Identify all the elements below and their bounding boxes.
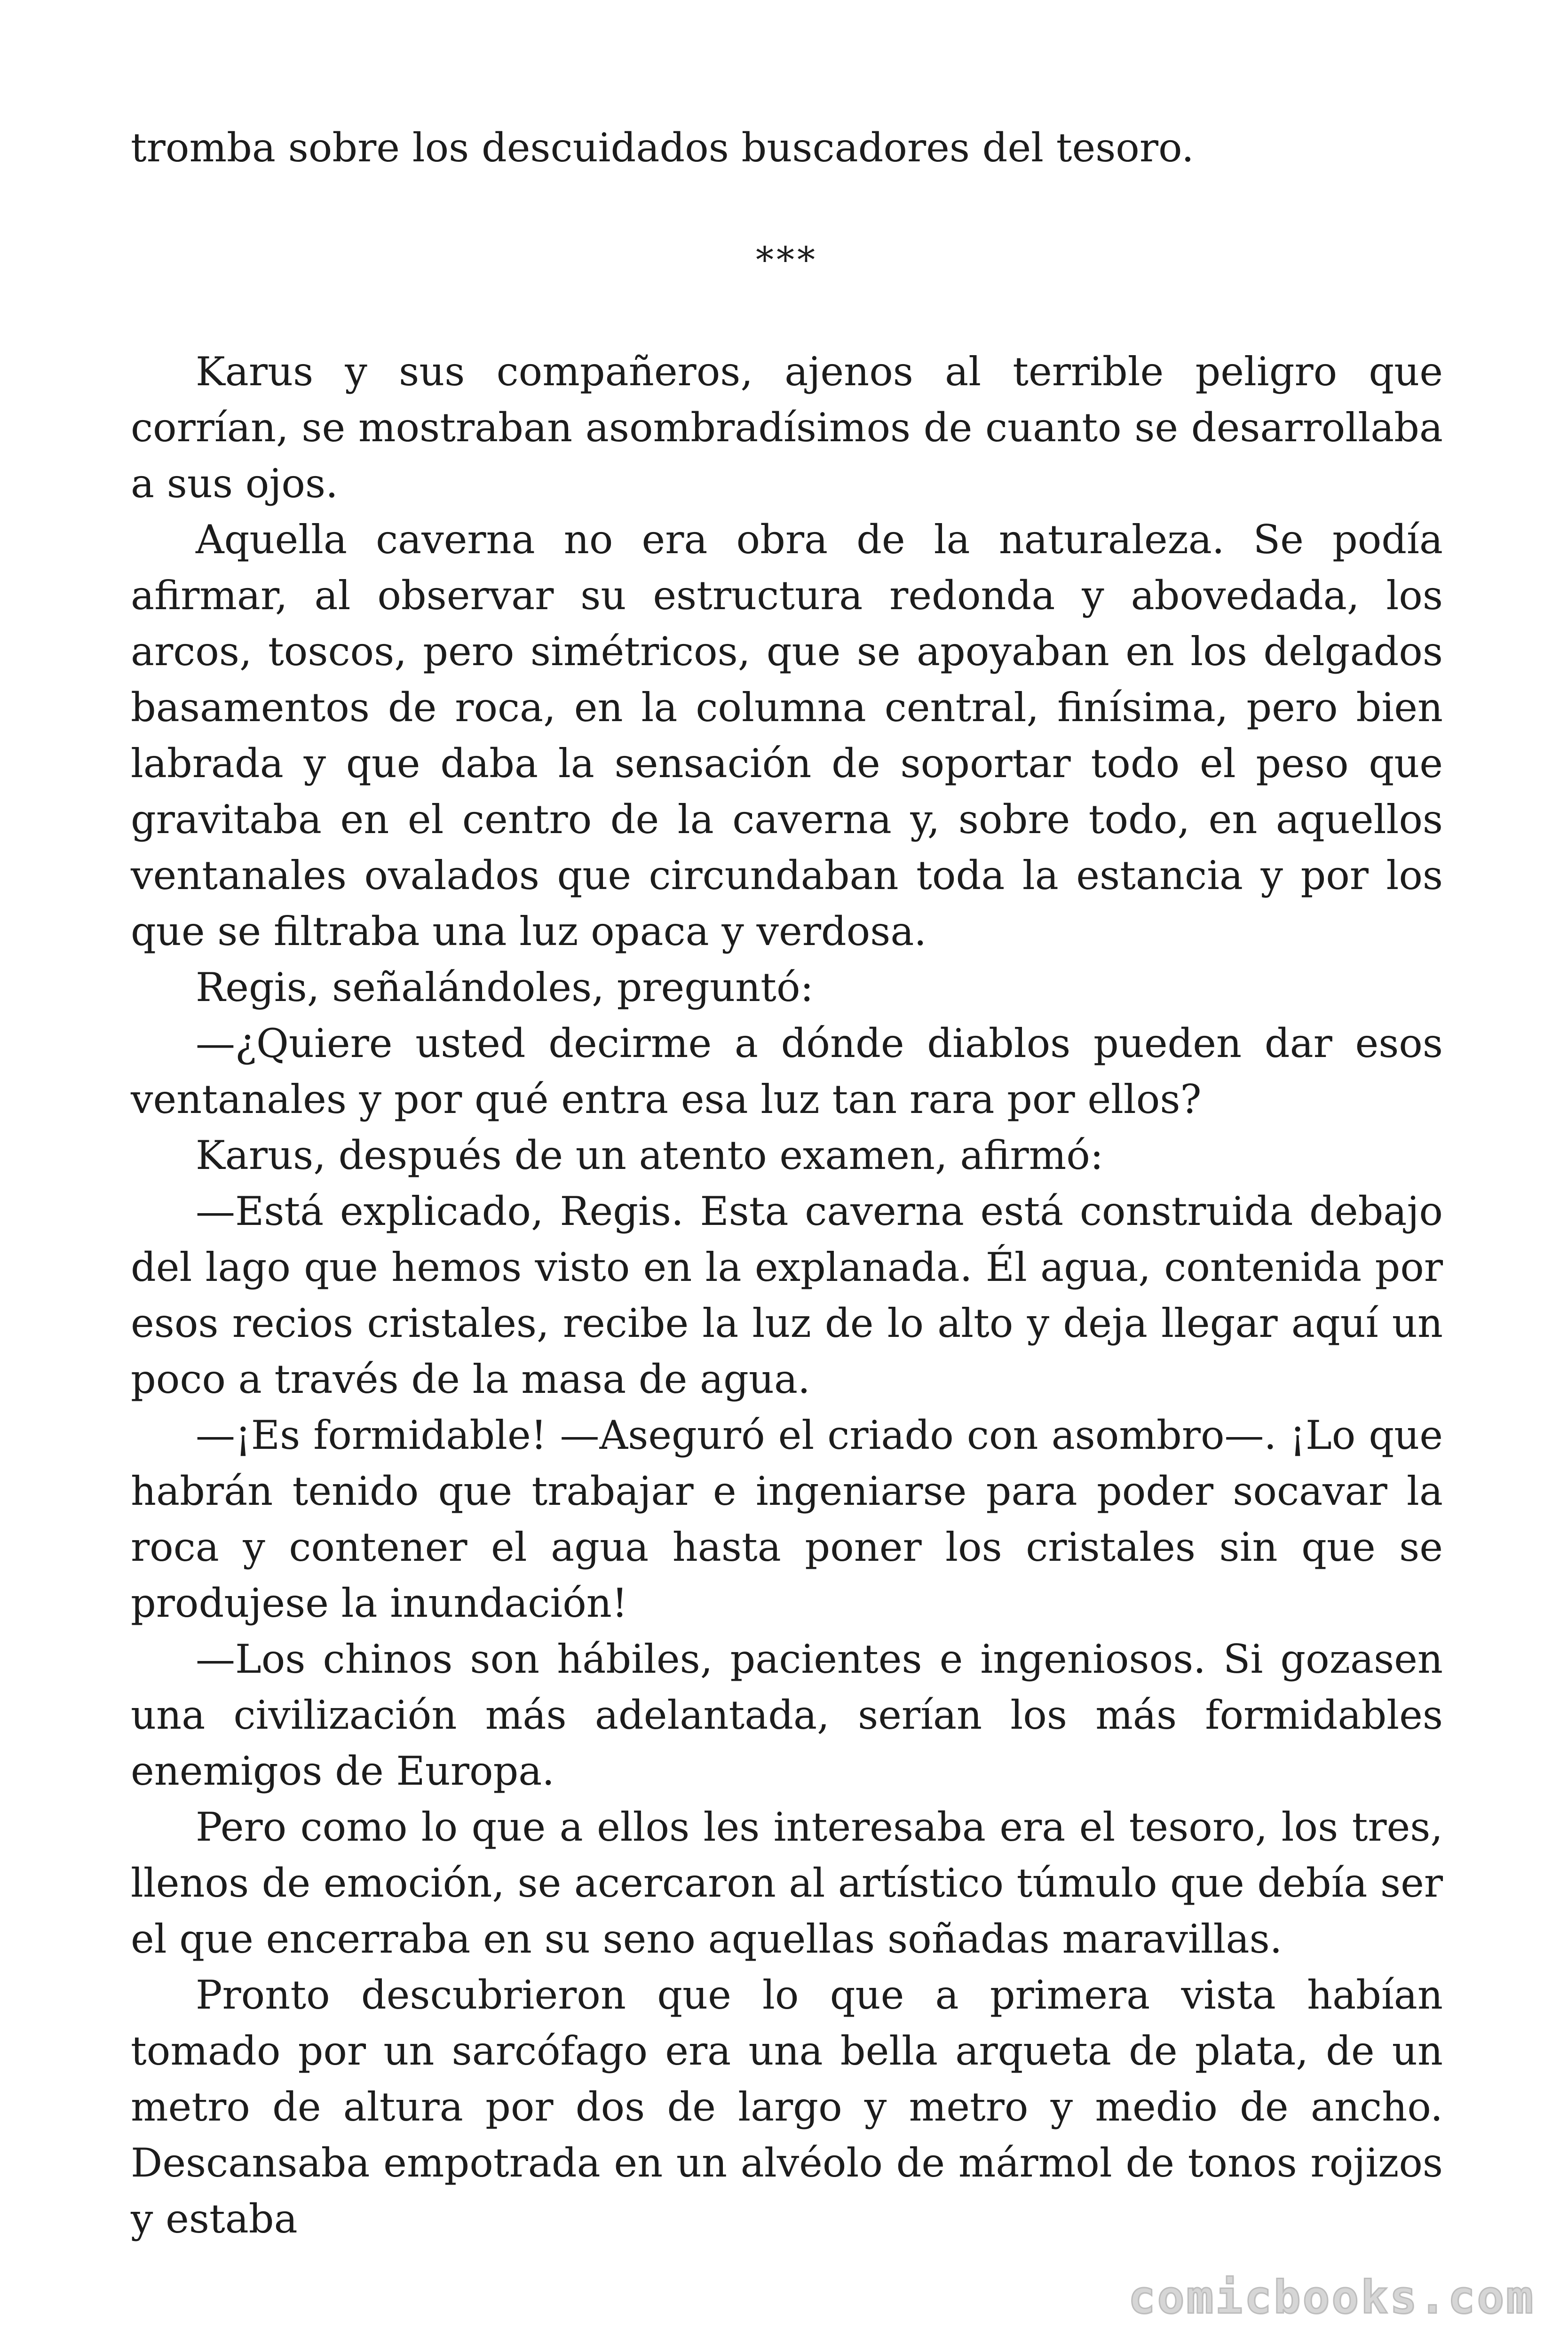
watermark-logo: comicbooks.com: [1128, 2271, 1535, 2324]
paragraph-continuation: tromba sobre los descuidados buscadores del tesoro.: [131, 125, 1194, 171]
paragraph: Aquella caverna no era obra de la naturaleza. Se podía afirmar, al observar su estructura redonda y abovedada, los arcos, toscos, pero simétricos, que se apoyaban en los delgados basamentos de roca, en la columna central, finísima, pero bien labrada y que daba la sensación de soportar todo el peso que gravitaba en el centro de la caverna y, sobre todo, en aquellos ventanales ovalados que circundaban toda la estancia y por los que se filtraba una luz opaca y verdosa.: [131, 516, 1443, 954]
paragraph: Karus, después de un atento examen, afirmó:: [196, 1132, 1104, 1178]
scene-break: ***: [756, 239, 818, 281]
body-text: [131, 120, 1443, 2247]
paragraph: Karus y sus compañeros, ajenos al terrible peligro que corrían, se mostraban asombradísimos de cuanto se desarrollaba a sus ojos.: [131, 349, 1443, 507]
paragraph: Pronto descubrieron que lo que a primera vista habían tomado por un sarcófago era una bella arqueta de plata, de un metro de altura por dos de largo y metro y medio de ancho. Descansaba empotrada en un alvéolo de mármol de tonos rojizos y estaba: [131, 1972, 1443, 2242]
dialogue-paragraph: —¡Es formidable! —Aseguró el criado con asombro—. ¡Lo que habrán tenido que trabajar e ingeniarse para poder socavar la roca y contener el agua hasta poner los cristales sin que se produjese la inundación!: [131, 1412, 1443, 1626]
paragraph: Regis, señalándoles, preguntó:: [196, 964, 814, 1010]
paragraph: Pero como lo que a ellos les interesaba era el tesoro, los tres, llenos de emoción, se acercaron al artístico túmulo que debía ser el que encerraba en su seno aquellas soñadas maravillas.: [131, 1804, 1443, 1962]
dialogue-paragraph: —¿Quiere usted decirme a dónde diablos pueden dar esos ventanales y por qué entra esa luz tan rara por ellos?: [131, 1020, 1443, 1122]
dialogue-paragraph: —Está explicado, Regis. Esta caverna está construida debajo del lago que hemos visto en la explanada. Él agua, contenida por esos recios cristales, recibe la luz de lo alto y deja llegar aquí un poco a través de la masa de agua.: [131, 1188, 1443, 1402]
dialogue-paragraph: —Los chinos son hábiles, pacientes e ingeniosos. Si gozasen una civilización más adelantada, serían los más formidables enemigos de Europa.: [131, 1636, 1443, 1794]
